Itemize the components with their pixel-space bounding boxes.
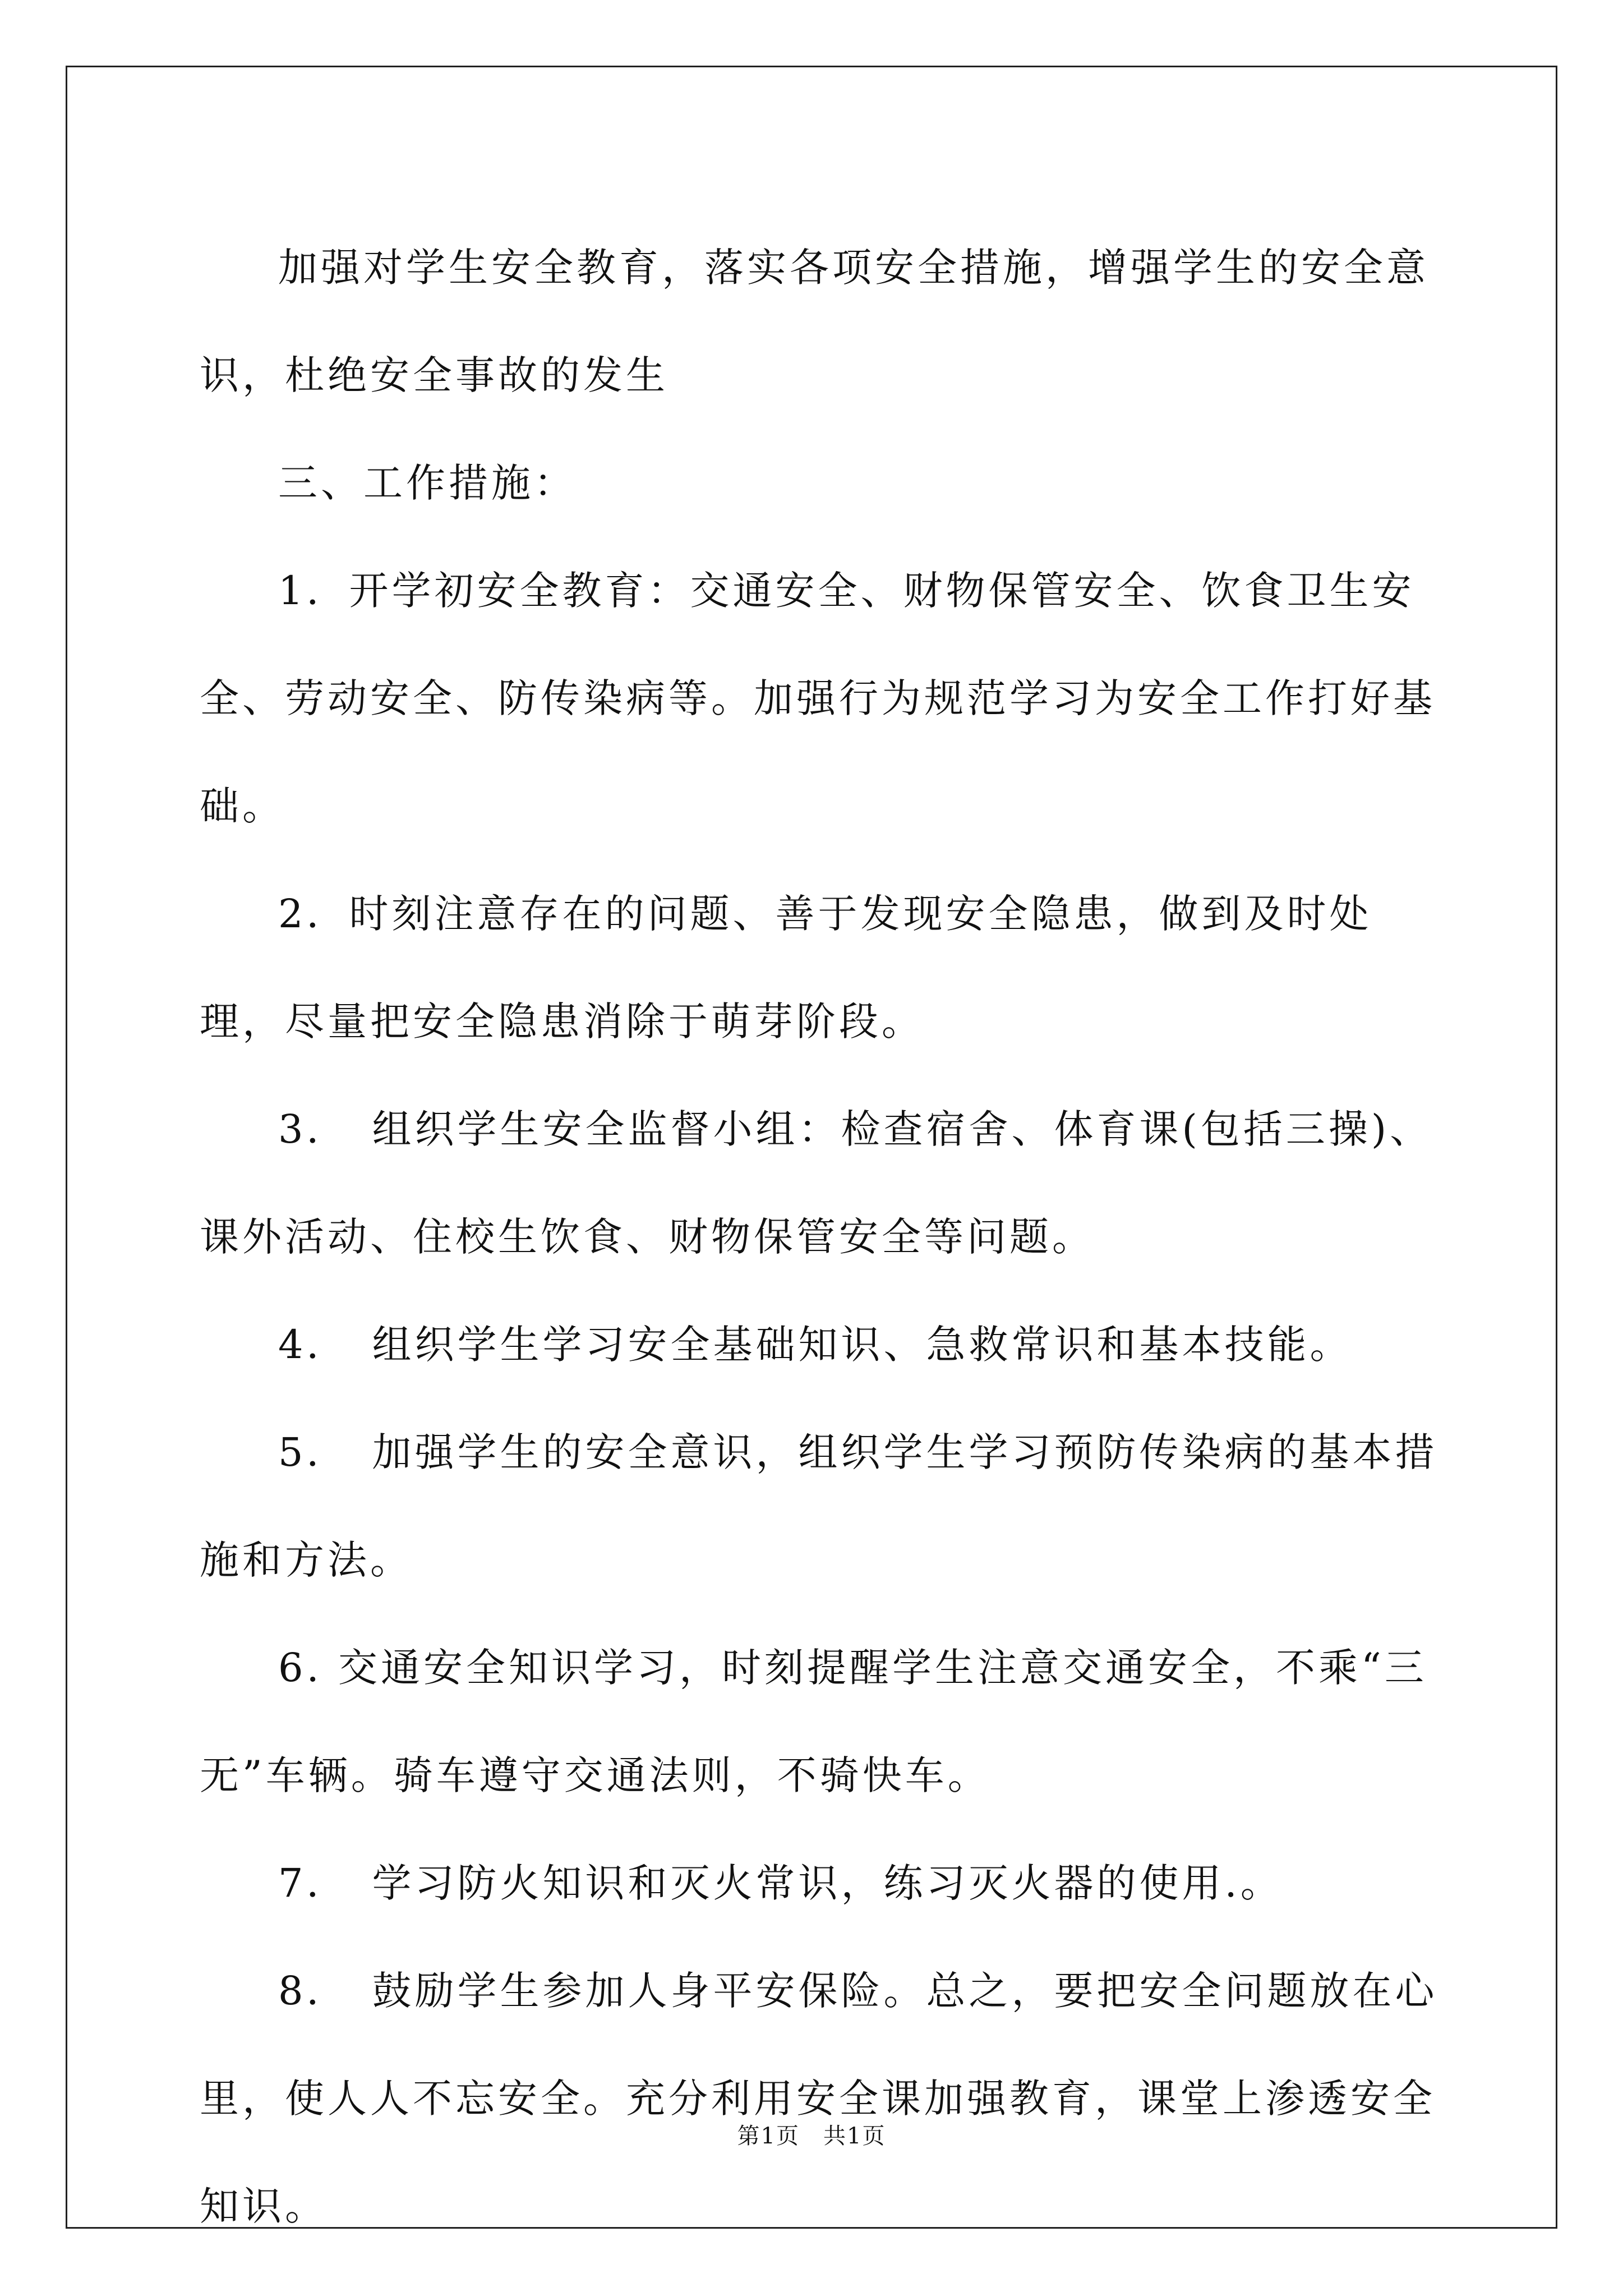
list-item: 7． 学习防火知识和灭火常识，练习灭火器的使用.。 (278, 1860, 1283, 1906)
list-item: 6. 交通安全知识学习，时刻提醒学生注意交通安全，不乘“三无”车辆。骑车遵守交通法则，不骑快车。 (200, 1645, 1427, 1798)
list-item: 3． 组织学生安全监督小组：检查宿舍、体育课(包括三操)、课外活动、住校生饮食、财物保管安全等问题。 (200, 1106, 1433, 1260)
list-item: 1．开学初安全教育：交通安全、财物保管安全、饮食卫生安全、劳动安全、防传染病等。加强行为规范学习为安全工作打好基础。 (200, 568, 1436, 829)
document-body (200, 214, 1445, 2260)
section-heading: 三、工作措施： (278, 460, 577, 506)
page-number-footer: 第1页 共1页 (737, 2123, 886, 2149)
list-item: 5． 加强学生的安全意识，组织学生学习预防传染病的基本措施和方法。 (200, 1429, 1438, 1583)
list-item: 4． 组织学生学习安全基础知识、急救常识和基本技能。 (278, 1322, 1353, 1368)
paragraph-intro: 加强对学生安全教育，落实各项安全措施，增强学生的安全意识，杜绝安全事故的发生 (200, 245, 1429, 398)
list-item: 2．时刻注意存在的问题、善于发现安全隐患，做到及时处理，尽量把安全隐患消除于萌芽阶段。 (200, 891, 1372, 1045)
list-item: 8． 鼓励学生参加人身平安保险。总之，要把安全问题放在心里，使人人不忘安全。充分利用安全课加强教育，课堂上渗透安全知识。 (200, 1968, 1438, 2229)
